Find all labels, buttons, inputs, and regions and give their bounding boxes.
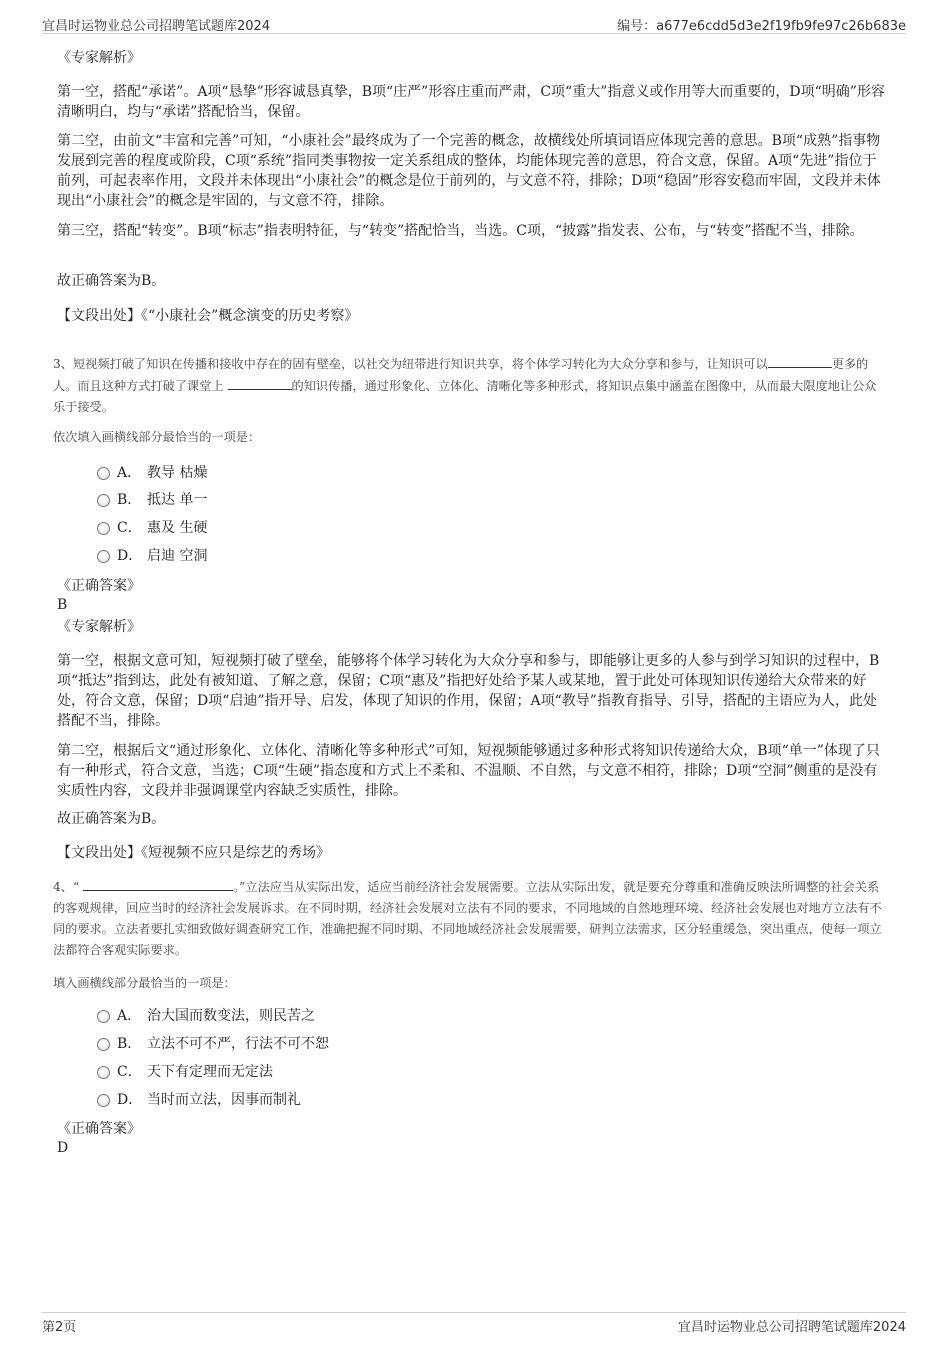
correct-answer-3: B xyxy=(57,597,68,613)
expert-analysis-label-1: 《专家解析》 xyxy=(57,50,141,66)
question-3-blank-2 xyxy=(228,375,292,390)
question-4-option-a[interactable] xyxy=(97,1006,315,1026)
option-letter: B． xyxy=(117,1036,142,1052)
question-3-option-a[interactable] xyxy=(97,463,207,483)
option-text: 天下有定理而无定法 xyxy=(147,1064,273,1080)
header-serial-number: 编号：a677e6cdd5d3e2f19fb9fe97c26b683e xyxy=(617,19,906,34)
option-text: 治大国而数变法，则民苦之 xyxy=(147,1008,315,1024)
question-4-option-d[interactable] xyxy=(97,1090,301,1110)
correct-answer-4: D xyxy=(57,1140,69,1156)
question-3-text xyxy=(53,353,887,418)
option-text: 立法不可不严，行法不可不恕 xyxy=(147,1036,329,1052)
question-4-text xyxy=(53,876,887,961)
correct-answer-label-4: 《正确答案》 xyxy=(57,1121,141,1137)
question-4-prompt: 填入画横线部分最恰当的一项是： xyxy=(53,976,236,990)
analysis-paragraph-2: 第二空，由前文“丰富和完善”可知，“小康社会”最终成为了一个完善的概念，故横线处所填词语应体现完善的意思。B项“成熟”指事物发展到完善的程度或阶段，C项“系统”指同类事物按一定关系组成的整体，均能体现完善的意思，符合文意，保留。A项“先进”指位于前列，可起表率作用，文段并未体现出“小康社会”的概念是位于前列的，与文意不符，排除；D项“稳固”形容安稳而牢固，文段并未体现出“小康社会”的概念是牢固的，与文意不符，排除。 xyxy=(57,133,881,209)
option-letter: A． xyxy=(117,465,142,481)
option-text: 教导 枯燥 xyxy=(147,465,208,481)
analysis-paragraph-1: 第一空，搭配“承诺”。A项“恳挚”形容诚恳真挚，B项“庄严”形容庄重而严肃，C项“重大”指意义或作用等大而重要的，D项“明确”形容清晰明白，均与“承诺”搭配恰当，保留。 xyxy=(57,84,885,120)
option-letter: B． xyxy=(117,492,142,508)
option-letter: A． xyxy=(117,1008,142,1024)
option-letter: D． xyxy=(117,548,143,564)
correct-answer-label-3: 《正确答案》 xyxy=(57,578,141,594)
page-header xyxy=(42,14,906,34)
question-4-text-part-b: 。”立法应当从实际出发，适应当前经济社会发展需要。立法从实际出发，就是要充分尊重和准确反映法所调整的社会关系的客观规律，回应当时的经济社会发展诉求。在不同时期，经济社会发展对立法有不同的要求，不同地域的自然地理环境、经济社会发展也对地方立法有不同的要求。立法者要扎实细致做好调查研究工作，准确把握不同时期、不同地域经济社会发展需要，研判立法需求，区分轻重缓急，突出重点，使每一项立法都符合客观实际要求。 xyxy=(53,880,882,957)
question-3-option-d[interactable] xyxy=(97,546,207,566)
page-number: 第2页 xyxy=(42,1320,77,1335)
option-letter: D． xyxy=(117,1092,143,1108)
option-letter: C． xyxy=(117,1064,142,1080)
option-text: 当时而立法，因事而制礼 xyxy=(147,1092,301,1108)
question-3-text-part-c: 的知识传播，通过形象化、立体化、清晰化等多种形式，将知识点集中涵盖在图像中，从而最大限度地让公众乐于接受。 xyxy=(53,379,877,414)
radio-button-icon[interactable] xyxy=(97,1010,110,1023)
question-3-blank-1 xyxy=(768,353,832,368)
question-3-prompt: 依次填入画横线部分最恰当的一项是： xyxy=(53,430,261,444)
option-text: 抵达 单一 xyxy=(147,492,208,508)
question-3-option-b[interactable] xyxy=(97,490,207,510)
option-letter: C． xyxy=(117,520,142,536)
page-footer xyxy=(42,1312,906,1335)
option-text: 惠及 生硬 xyxy=(147,520,208,536)
header-title: 宜昌时运物业总公司招聘笔试题库2024 xyxy=(42,19,271,34)
question-4-option-b[interactable] xyxy=(97,1034,329,1054)
analysis-paragraph-3: 第三空，搭配“转变”。B项“标志”指表明特征，与“转变”搭配恰当，当选。C项，“披露”指发表、公布，与“转变”搭配不当，排除。 xyxy=(57,223,864,239)
question-3-analysis-paragraph-2: 第二空，根据后文“通过形象化、立体化、清晰化等多种形式”可知，短视频能够通过多种形式将知识传递给大众，B项“单一”体现了只有一种形式，符合文意，当选；C项“生硬”指态度和方式上不柔和、不温顺、不自然，与文意不相符，排除；D项“空洞”侧重的是没有实质性内容，文段并非强调课堂内容缺乏实质性，排除。 xyxy=(57,743,880,799)
radio-button-icon[interactable] xyxy=(97,550,110,563)
radio-button-icon[interactable] xyxy=(97,522,110,535)
source-1: 【文段出处】《“小康社会”概念演变的历史考察》 xyxy=(57,308,359,324)
expert-analysis-label-3: 《专家解析》 xyxy=(57,619,141,635)
question-4-option-c[interactable] xyxy=(97,1062,273,1082)
radio-button-icon[interactable] xyxy=(97,467,110,480)
question-4-blank xyxy=(83,876,233,891)
footer-title: 宜昌时运物业总公司招聘笔试题库2024 xyxy=(677,1320,906,1335)
source-3: 【文段出处】《短视频不应只是综艺的秀场》 xyxy=(57,845,330,861)
radio-button-icon[interactable] xyxy=(97,1066,110,1079)
question-3-text-part-b: 更多的人。而且这种方式打破了课堂上 xyxy=(53,357,869,393)
radio-button-icon[interactable] xyxy=(97,494,110,507)
question-3-option-c[interactable] xyxy=(97,518,207,538)
radio-button-icon[interactable] xyxy=(97,1094,110,1107)
radio-button-icon[interactable] xyxy=(97,1038,110,1051)
question-3-text-part-a: 3、短视频打破了知识在传播和接收中存在的固有壁垒，以社交为纽带进行知识共享，将个体学习转化为大众分享和参与，让知识可以 xyxy=(53,357,768,371)
conclusion-1: 故正确答案为B。 xyxy=(57,273,166,289)
conclusion-3: 故正确答案为B。 xyxy=(57,811,166,827)
question-4-text-part-a: 4、“ xyxy=(53,880,80,894)
option-text: 启迪 空洞 xyxy=(147,548,208,564)
question-3-analysis-paragraph-1: 第一空，根据文意可知，短视频打破了壁垒，能够将个体学习转化为大众分享和参与，即能够让更多的人参与到学习知识的过程中，B项“抵达”指到达，此处有被知道、了解之意，保留；C项“惠及”指把好处给予某人或某地，置于此处可体现知识传递给大众带来的好处，符合文意，保留；D项“启迪”指开导、启发，体现了知识的作用，保留；A项“教导”指教育指导、引导，搭配的主语应为人，此处搭配不当，排除。 xyxy=(57,653,880,729)
